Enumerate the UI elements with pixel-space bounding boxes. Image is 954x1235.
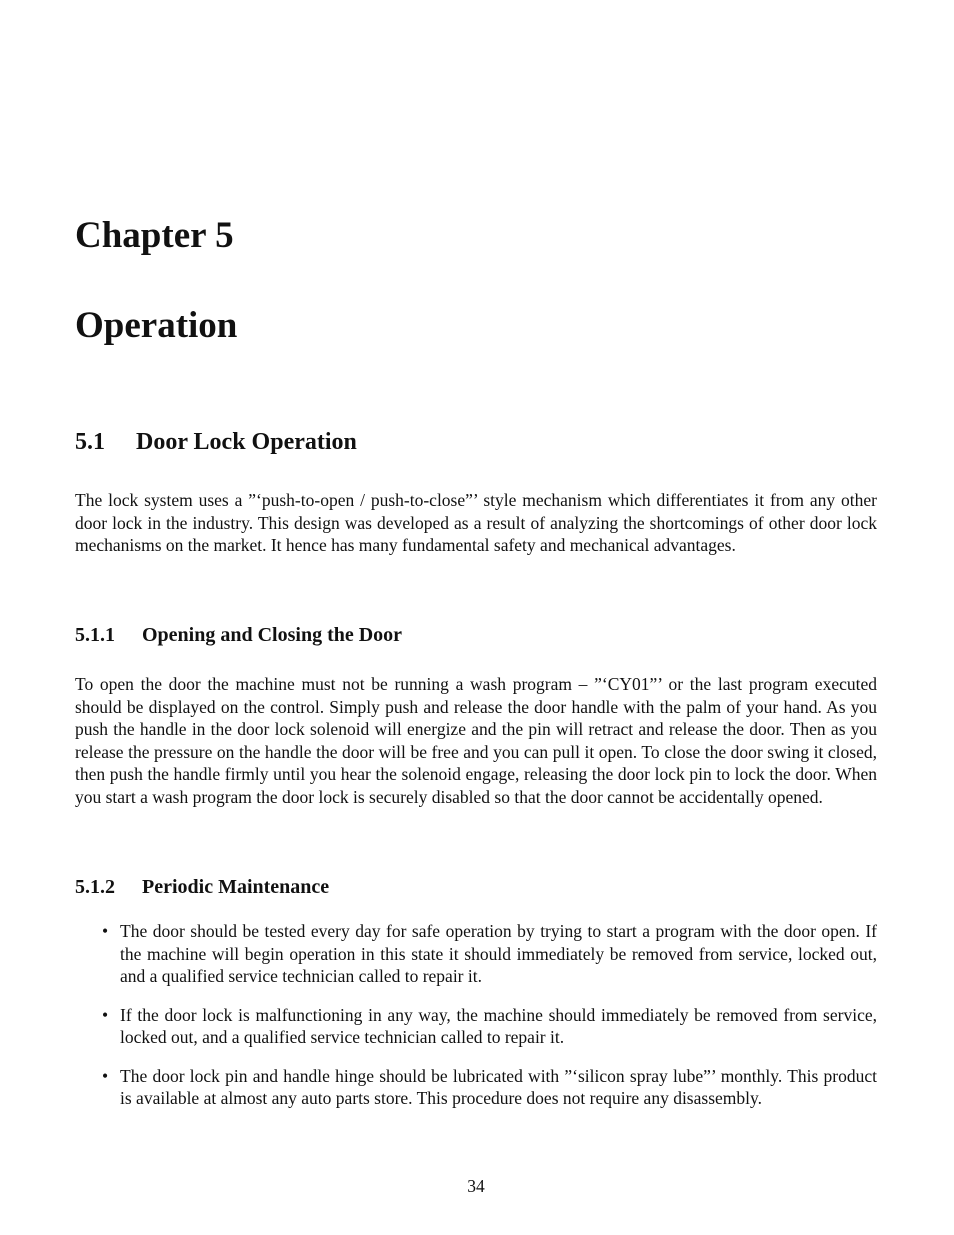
section-paragraph: The lock system uses a ”‘push-to-open / push-to-close”’ style mechanism which differentiates it from any other door lock in the industry. This design was developed as a result of analyzing the shortcomings of other door lock mechanisms on the market. It hence has many fundamental safety and mechanical advantages. — [75, 490, 877, 555]
subsection-paragraph: To open the door the machine must not be running a wash program – ”‘CY01”’ or the last program executed should be displayed on the control. Simply push and release the door handle with the palm of your hand. As you push the handle in the door lock solenoid will energize and the pin will retract and release the door. Then as you release the pressure on the handle the door will be free and you can pull it open. To close the door swing it closed, then push the handle firmly until you hear the solenoid engage, releasing the door lock pin to lock the door. When you start a wash program the door lock is securely disabled so that the door cannot be accidentally opened. — [75, 674, 877, 807]
page-number: 34 — [467, 1176, 485, 1196]
subsection-number: 5.1.2 — [75, 876, 115, 898]
subsection-heading — [75, 623, 877, 647]
list-item — [75, 1004, 877, 1049]
bullet-icon: • — [102, 1004, 109, 1025]
subsection-heading — [75, 875, 877, 899]
section-5-1-2 — [75, 875, 877, 899]
list-item — [75, 920, 877, 988]
section-5-1-1 — [75, 623, 877, 647]
list-item-text: The door lock pin and handle hinge should be lubricated with ”‘silicon spray lube”’ monthly. This product is available at almost any auto parts store. This procedure does not require any disassembly. — [120, 1065, 877, 1108]
document-page — [75, 0, 877, 1235]
chapter-title: Operation — [75, 305, 238, 346]
subsection-number: 5.1.1 — [75, 624, 115, 646]
bullet-icon: • — [102, 1065, 109, 1086]
section-5-1-1-body — [75, 673, 877, 808]
maintenance-list — [75, 920, 877, 1110]
list-item-text: If the door lock is malfunctioning in any way, the machine should immediately be removed from service, locked out, and a qualified service technician called to repair it. — [120, 1004, 877, 1047]
subsection-title: Periodic Maintenance — [142, 876, 330, 898]
chapter-label: Chapter 5 — [75, 215, 234, 256]
section-5-1 — [75, 428, 877, 457]
section-number: 5.1 — [75, 429, 105, 455]
section-5-1-body — [75, 489, 877, 557]
section-heading — [75, 428, 877, 457]
list-item — [75, 1065, 877, 1110]
subsection-title: Opening and Closing the Door — [142, 624, 403, 646]
bullet-icon: • — [102, 921, 109, 941]
list-item-text: The door should be tested every day for safe operation by trying to start a program with the door open. If the machine will begin operation in this state it should immediately be removed from service, locked out, and a qualified service technician called to repair it. — [120, 921, 877, 986]
section-title: Door Lock Operation — [136, 429, 357, 455]
maintenance-list-wrapper — [75, 920, 877, 1110]
